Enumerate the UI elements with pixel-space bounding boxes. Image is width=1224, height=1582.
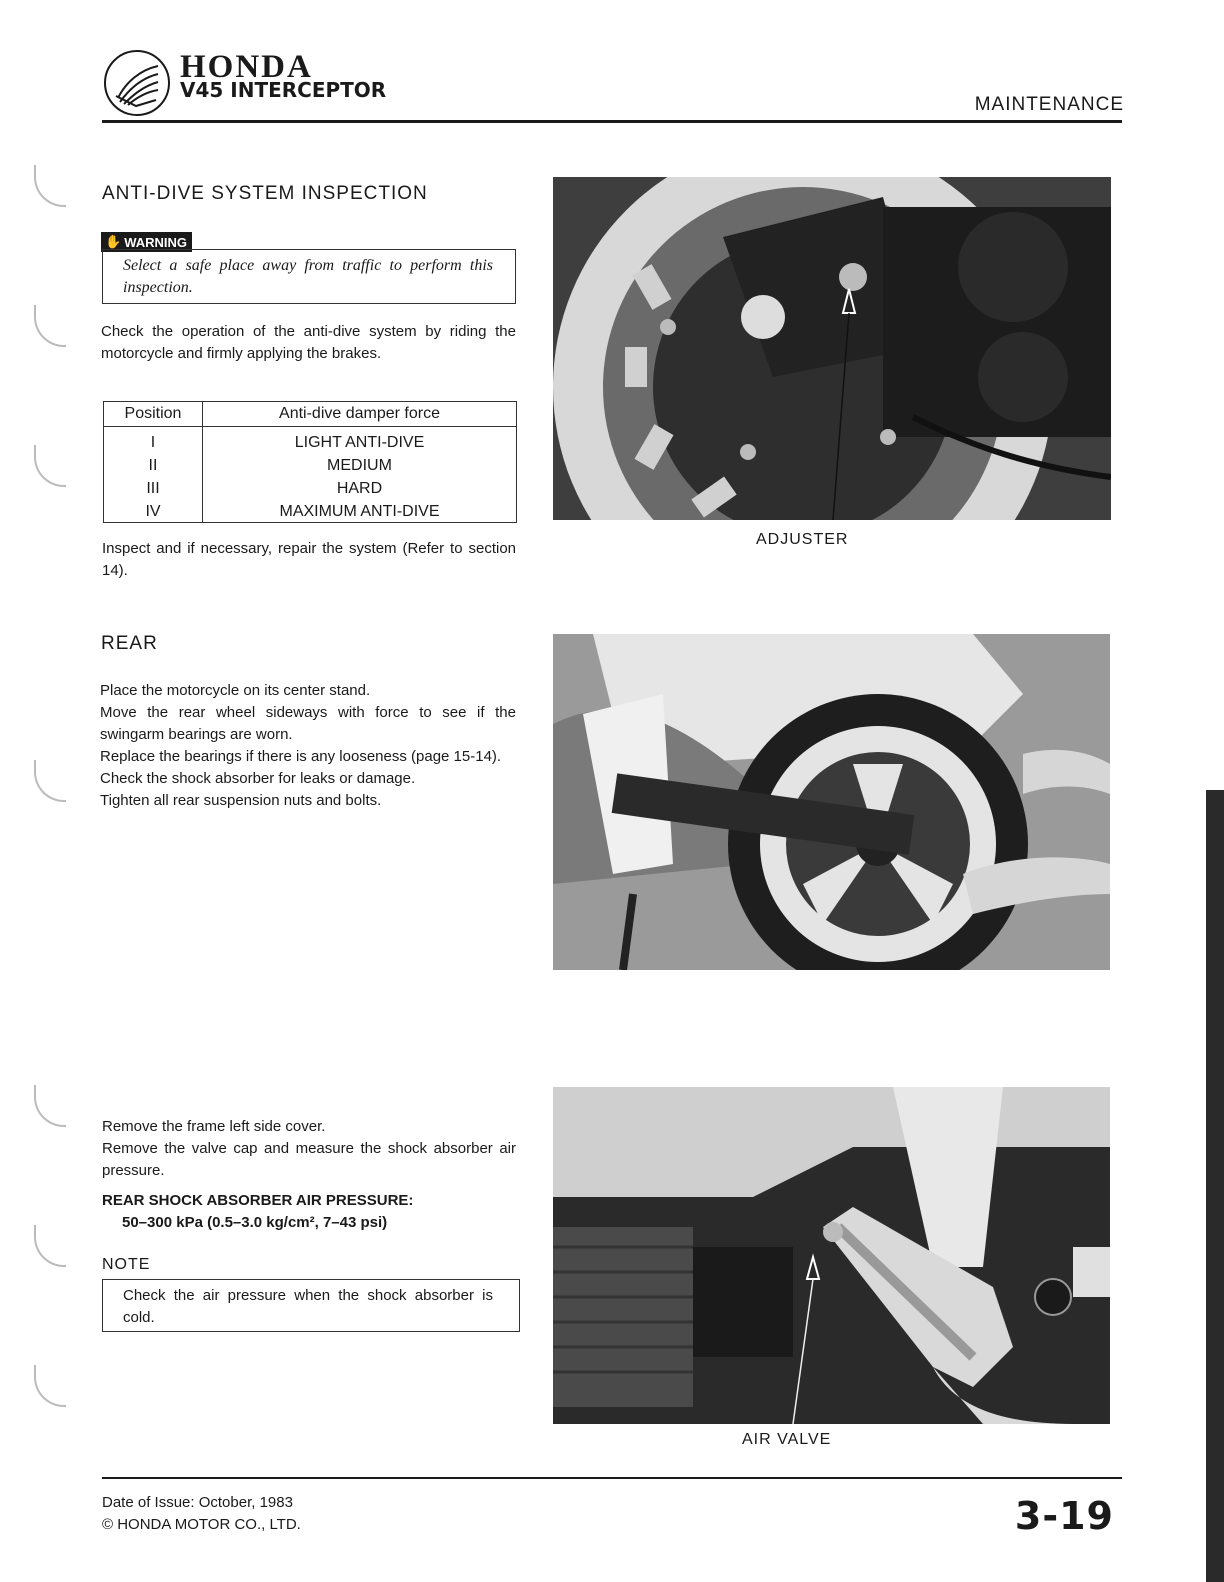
air-instructions [102,1116,516,1182]
page-edge-shadow [1206,790,1224,1582]
rear-heading: REAR [101,633,158,654]
table-row [104,500,516,523]
position-cell: III [104,477,203,500]
anti-dive-check-text: Check the operation of the anti-dive system by riding the motorcycle and firmly applying the brakes. [101,323,516,362]
anti-dive-table [104,402,516,523]
table-header-force: Anti-dive damper force [203,402,517,427]
warning-hand-icon: ✋ [105,234,122,249]
table-row [104,454,516,477]
position-cell: I [104,427,203,455]
rear-line: Tighten all rear suspension nuts and bolts. [100,792,382,809]
brand-name: HONDA [180,49,313,85]
table-header-position: Position [104,402,203,427]
issue-date: Date of Issue: October, 1983 [102,1494,293,1511]
table-row [104,427,516,455]
footer-rule [102,1477,1122,1479]
force-cell: LIGHT ANTI-DIVE [294,434,425,451]
air-line: Remove the valve cap and measure the shock absorber air pressure. [102,1140,516,1179]
rear-line: Move the rear wheel sideways with force to see if the swingarm bearings are worn. [100,704,516,743]
air-line: Remove the frame left side cover. [102,1118,326,1135]
position-cell: IV [104,500,203,523]
binder-mark [34,445,66,487]
force-cell: HARD [336,480,383,497]
air-valve-photo [553,1087,1110,1424]
anti-dive-table-box [103,401,517,523]
note-box [102,1279,520,1332]
air-pressure-spec-label: REAR SHOCK ABSORBER AIR PRESSURE: [102,1192,414,1209]
copyright: © HONDA MOTOR CO., LTD. [102,1516,301,1533]
front-caliper-photo [553,177,1111,520]
honda-wing-logo [104,50,170,116]
rear-line: Place the motorcycle on its center stand. [100,682,371,699]
note-text: Check the air pressure when the shock absorber is cold. [123,1287,493,1326]
binder-mark [34,1365,66,1407]
binder-mark [34,305,66,347]
warning-label: WARNING [124,234,188,250]
air-valve-caption: AIR VALVE [742,1431,832,1448]
force-cell: MEDIUM [327,457,392,474]
note-label: NOTE [102,1256,151,1273]
binder-mark [34,1225,66,1267]
rear-wheel-photo [553,634,1110,970]
position-cell: II [104,454,203,477]
table-row [104,477,516,500]
force-cell: MAXIMUM ANTI-DIVE [279,503,440,520]
adjuster-caption: ADJUSTER [756,531,849,548]
anti-dive-inspect-text: Inspect and if necessary, repair the system (Refer to section 14). [102,540,516,579]
rear-line: Check the shock absorber for leaks or damage. [100,770,416,787]
air-pressure-spec-value: 50–300 kPa (0.5–3.0 kg/cm², 7–43 psi) [122,1214,388,1231]
binder-mark [34,760,66,802]
binder-mark [34,1085,66,1127]
section-title: MAINTENANCE [974,94,1124,115]
warning-text: Select a safe place away from traffic to perform this inspection. [123,257,493,296]
rear-line: Replace the bearings if there is any looseness (page 15-14). [100,748,502,765]
page-number: 3-19 [1014,1494,1114,1538]
warning-box [102,249,516,304]
anti-dive-heading: ANTI-DIVE SYSTEM INSPECTION [102,183,428,204]
binder-mark [34,165,66,207]
model-name: V45 INTERCEPTOR [180,78,387,102]
rear-instructions [100,680,516,812]
header-rule [102,120,1122,123]
